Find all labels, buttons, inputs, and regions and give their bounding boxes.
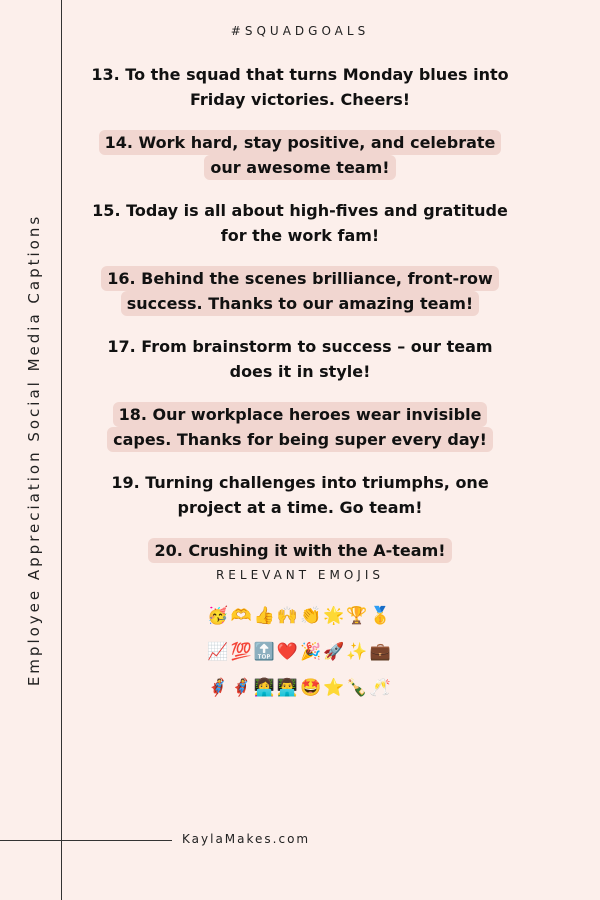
caption-16: 16. Behind the scenes brilliance, front-row success. Thanks to our amazing team! [82,264,518,318]
emoji-heading: RELEVANT EMOJIS [215,568,385,582]
side-title: Employee Appreciation Social Media Captions [25,213,43,687]
emoji-row-1: 🥳🫶👍🙌👏🌟🏆🥇 [207,606,393,626]
caption-list [80,60,520,579]
hashtag-heading: #SQUADGOALS [230,24,370,38]
vertical-divider [61,0,62,900]
caption-20: 20. Crushing it with the A-team! [142,536,457,565]
footer-site: KaylaMakes.com [182,832,311,846]
emoji-row-2: 📈💯🔝❤️🎉🚀✨💼 [207,642,393,662]
caption-18: 18. Our workplace heroes wear invisible capes. Thanks for being super every day! [82,400,518,454]
footer-divider [0,840,172,841]
caption-14: 14. Work hard, stay positive, and celebrate our awesome team! [82,128,518,182]
caption-13: 13. To the squad that turns Monday blues into Friday victories. Cheers! [91,65,509,109]
caption-19: 19. Turning challenges into triumphs, one project at a time. Go team! [111,473,489,517]
emoji-row-3: 🦸🦸‍♀️👩‍💻👨‍💻🤩⭐🍾🥂 [207,678,393,698]
caption-17: 17. From brainstorm to success – our team does it in style! [107,337,493,381]
caption-15: 15. Today is all about high-fives and gratitude for the work fam! [92,201,508,245]
